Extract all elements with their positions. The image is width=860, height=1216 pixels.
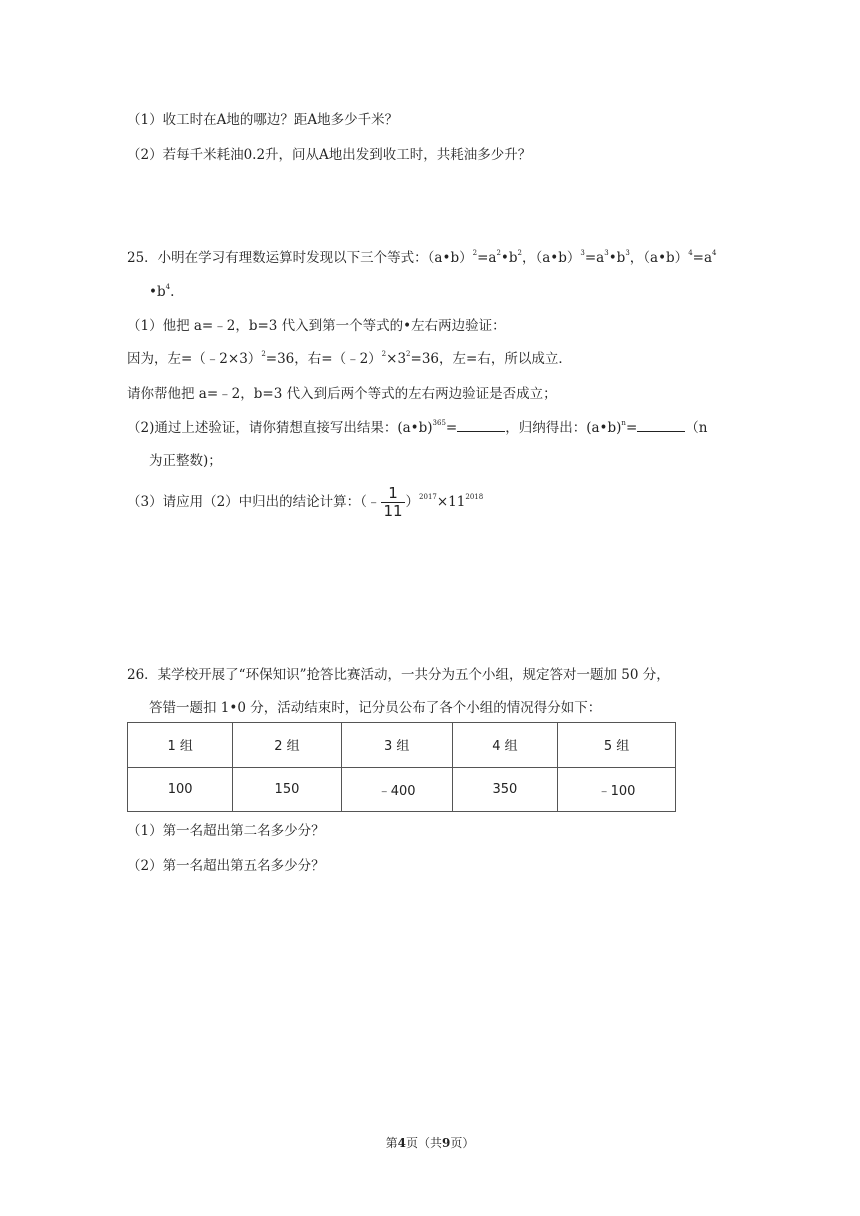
q25-stem: 25．小明在学习有理数运算时发现以下三个等式：$(a•b)^2=a^2•b^2$，$(a•b)^3=a^3•b^3$，$(a•b)^4=a^4$: [127, 249, 717, 266]
q24-part1: （1）收工时在A地的哪边？距A地多少千米？: [127, 112, 399, 128]
q24-part2: （2）若每千米耗油0.2升，问从A地出发到收工时，共耗油多少升？: [127, 147, 532, 163]
table-header-cell: 1 组: [128, 723, 233, 768]
page-footer: 第4页（共9页）: [385, 1136, 475, 1150]
q26-part2: （2）第一名超出第五名多少分？: [127, 858, 325, 874]
table-header-row: [128, 723, 676, 768]
table-row: [128, 767, 676, 812]
q25-part2: （2)通过上述验证，请你猜想直接写出结果：(a•b)$^{365}$= ，归纳得出：(a•b)$^n$= （n: [127, 419, 708, 436]
q26-stem-line2: 答错一题扣 1•0 分，活动结束时，记分员公布了各个小组的情况得分如下：: [149, 700, 602, 716]
answer-blank-2[interactable]: [637, 420, 685, 432]
q25-part1: （1）他把 a=﹣2，b=3 代入到第一个等式的•左右两边验证：: [127, 318, 506, 334]
table-header-cell: 3 组: [341, 723, 452, 768]
q25-stem-line2: $•b^4$.: [149, 283, 175, 300]
table-cell: 350: [452, 767, 557, 812]
fraction-one-eleventh: $\frac{1}{11}$: [383, 484, 403, 520]
table-header-cell: 2 组: [233, 723, 341, 768]
answer-blank-1[interactable]: [457, 420, 505, 432]
table-cell: 100: [128, 767, 233, 812]
table-cell: ﹣100: [558, 767, 676, 812]
q25-part2-line2: 为正整数)；: [149, 453, 222, 469]
q26-part1: （1）第一名超出第二名多少分？: [127, 823, 325, 839]
table-header-cell: 4 组: [452, 723, 557, 768]
page-total: 9: [442, 1136, 451, 1150]
q26-stem: 26．某学校开展了“环保知识”抢答比赛活动，一共分为五个小组，规定答对一题加 50 分，: [127, 667, 670, 683]
q25-part1-ask: 请你帮他把 a=﹣2，b=3 代入到后两个等式的左右两边验证是否成立；: [127, 386, 557, 402]
q25-part1-calc: 因为，左=（﹣2×3）$^2$=36，右$=(﹣2)^2\times 3^2=36$，左=右，所以成立．: [127, 350, 572, 367]
page-number: 4: [397, 1136, 406, 1150]
table-cell: ﹣400: [341, 767, 452, 812]
table-header-cell: 5 组: [558, 723, 676, 768]
score-table: [127, 722, 676, 812]
q25-part3: （3）请应用（2）中归出的结论计算：（﹣ $\frac{1}{11}$ ）$^{2017}\times 11^{2018}$: [127, 484, 484, 520]
table-cell: 150: [233, 767, 341, 812]
